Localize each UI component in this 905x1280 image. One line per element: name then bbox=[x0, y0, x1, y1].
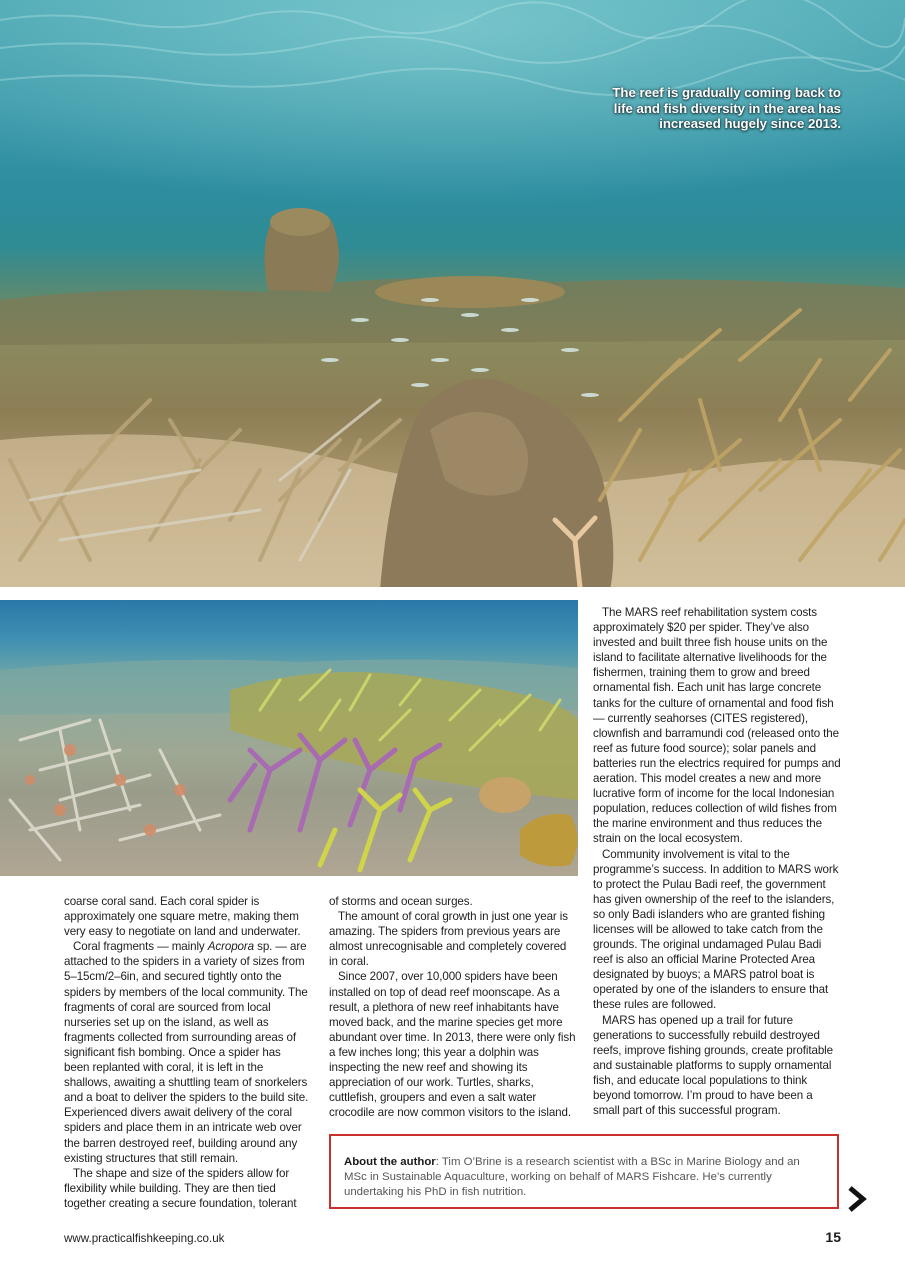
paragraph: The MARS reef rehabilitation system costs approximately $20 per spider. They’ve also invested and built three fish house units on the island to facilitate alternative livelihoods for the fishermen, training them to grow and breed ornamental fish. Each unit has large concrete tanks for the culture of ornamental and food fish — currently seahorses (CITES registered), clownfish and barramundi cod (released onto the reef as future food source); solar panels and batteries run the electrics required for pumps and aeration. This model creates a new and more lucrative form of income for the local Indonesian population, reduces collection of wild fishes from the marine environment and thus reduces the strain on the local ecosystem. bbox=[593, 606, 841, 846]
reef-photo-top bbox=[0, 0, 905, 587]
chevron-right-icon[interactable] bbox=[846, 1185, 868, 1213]
author-label: About the author bbox=[344, 1156, 436, 1168]
reef-photo-bottom bbox=[0, 600, 578, 876]
article-column-2 bbox=[329, 894, 577, 1120]
paragraph: The shape and size of the spiders allow for flexibility while building. They are then tied together creating a secure foundation, tolerant bbox=[64, 1166, 297, 1210]
article-column-3 bbox=[593, 605, 841, 1118]
footer-url[interactable]: www.practicalfishkeeping.co.uk bbox=[64, 1232, 225, 1245]
paragraph: The amount of coral growth in just one year is amazing. The spiders from previous years are almost unrecognisable and completely covered in coral. bbox=[329, 910, 568, 969]
article-column-1 bbox=[64, 894, 309, 1211]
reef-illustration-bottom bbox=[0, 600, 578, 876]
paragraph: Community involvement is vital to the programme’s success. In addition to MARS work to protect the Pulau Badi reef, the government has given ownership of the reef to the islanders, so only Badi islanders who are granted fishing licenses will be allowed to take catch from the grounds. The original undamaged Pulau Badi reef is also an official Marine Protected Area designated by buoys; a MARS patrol boat is operated by one of the islanders to ensure that these rules are followed. bbox=[593, 847, 839, 1012]
photo-caption-top: The reef is gradually coming back to life and fish diversity in the area has increased hugely since 2013. bbox=[612, 85, 841, 131]
paragraph: Since 2007, over 10,000 spiders have been installed on top of dead reef moonscape. As a result, a plethora of new reef inhabitants have moved back, and the marine species get more abundant over time. In 2013, there were only fish a few inches long; this year a dolphin was inspecting the new reef and showing its appreciation of our work. Turtles, sharks, cuttlefish, groupers and even a salt water crocodile are now common visitors to the island. bbox=[329, 970, 576, 1120]
paragraph: coarse coral sand. Each coral spider is approximately one square metre, making them very easy to negotiate on land and underwater. bbox=[64, 895, 301, 939]
about-the-author-box bbox=[329, 1134, 839, 1209]
page-number: 15 bbox=[825, 1229, 841, 1245]
paragraph: of storms and ocean surges. bbox=[329, 895, 473, 908]
author-bio: : Tim O’Brine is a research scientist with a BSc in Marine Biology and an MSc in Sustainable Aquaculture, working on behalf of MARS Fishcare. He’s currently undertaking his PhD in fish nutrition. bbox=[344, 1156, 800, 1198]
paragraph: Coral fragments — mainly Acropora sp. — are attached to the spiders in a variety of sizes from 5–15cm/2–6in, and secured tightly onto the spiders by members of the local community. The fragments of coral are sourced from local nurseries set up on the island, as well as fragments collected from surrounding areas of significant fish bombing. Once a spider has been replanted with coral, it is left in the shallows, awaiting a shuttling team of snorkelers and a boat to deliver the spiders to the build site. Experienced divers await delivery of the coral spiders and place them in an intricate web over the barren destroyed reef, building around any existing structures that still remain. bbox=[64, 940, 309, 1165]
paragraph: MARS has opened up a trail for future generations to successfully rebuild destroyed reefs, improve fishing grounds, create profitable and sustainable platforms to supply ornamental fish, and educate local populations to think beyond tomorrow. I’m proud to have been a small part of this successful program. bbox=[593, 1013, 833, 1118]
